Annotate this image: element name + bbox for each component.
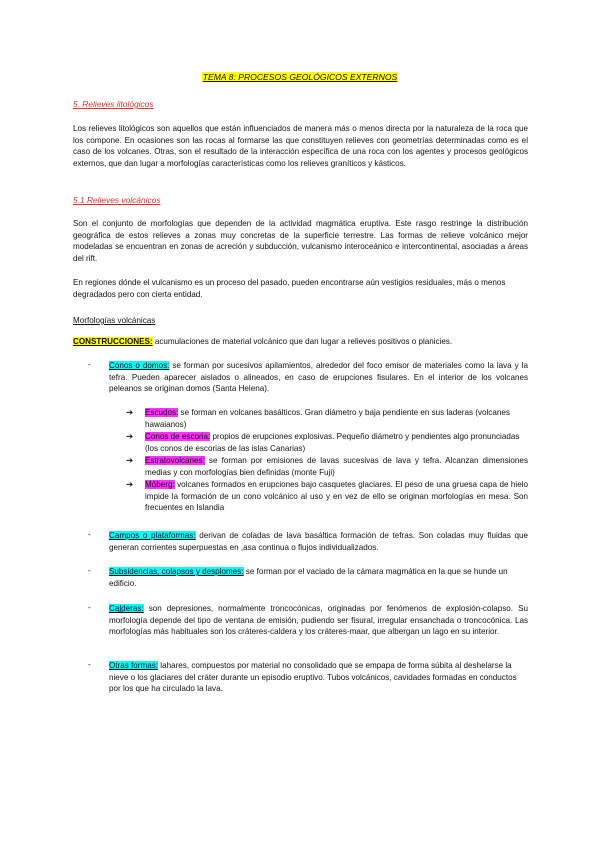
item-text: son depresiones, normalmente troncocónicas, originadas por fenómenos de explosión-colapso. Su morfología depende del tipo de ventana de emisión, pudiendo ser fisural, irregular ensanchada o troncocónica. Las morfologías más habituales son los cráteres-caldera y los cráteres-maar, que albergan un lago en su interior. xyxy=(109,604,528,637)
list-item-campos-plataformas xyxy=(109,530,528,553)
sub-item-label: Conos de escoria: xyxy=(145,432,211,441)
sub-item-text: propios de erupciones explosivas. Pequeño diámetro y pendientes algo pronunciadas (los conos de escorias de las islas Canarias) xyxy=(145,432,520,453)
sub-item-moberg xyxy=(145,479,528,514)
paragraph-relieves-litologicos: Los relieves litológicos son aquellos que están influenciados de manera más o menos directa por la naturaleza de la roca que los compone. En ocasiones son las rocas al formarse las que constituyen relieves con geometrías determinadas como es el caso de los volcanes. Otras, son el resultado de la interacción específica de una roca con los agentes y procesos geológicos externos, que dan lugar a morfologías características como los relieves graníticos y kásticos. xyxy=(73,124,528,168)
dash-icon: - xyxy=(88,566,91,575)
construcciones-line xyxy=(73,336,528,348)
paragraph-relieves-volcanicos-1: Son el conjunto de morfologías que dependen de la actividad magmática eruptiva. Este rasgo restringe la distribución geográfica de estos relieves a zonas muy concretas de la superficie terrestre. Las formas de relieve volcánico mejor modeladas se encuentran en zonas de acreción y subducción, vulcanismo interoceánico e intercontinental, asociadas a áreas del rift. xyxy=(73,219,528,263)
item-label: Conos o domos: xyxy=(109,361,170,370)
sub-item-label: Estratovolcanes: xyxy=(145,456,205,465)
list-item-otras-formas xyxy=(109,660,528,695)
item-text: lahares, compuestos por material no consolidado que se empapa de forma súbita al deshelarse la nieve o los glaciares del cráter durante un episodio eruptivo. Tubos volcánicos, cavidades formadas en conductos por los que ha circulado la lava. xyxy=(109,661,517,694)
section-heading-relieves-litologicos: 5. Relieves litológicos xyxy=(73,99,154,109)
item-text: derivan de coladas de lava basáltica formación de tefras. Son coladas muy fluidas que generan corrientes superpuestas en ,asa continua o flujos individualizados. xyxy=(109,531,528,552)
dash-icon: - xyxy=(88,660,91,669)
arrow-icon: ➔ xyxy=(126,407,134,417)
item-label: Otras formas: xyxy=(109,661,159,670)
sub-item-escudos xyxy=(145,407,528,430)
construcciones-label: CONSTRUCCIONES: xyxy=(73,337,153,346)
sub-item-text: volcanes formados en erupciones bajo casquetes glaciares. El peso de una gruesa capa de hielo impide la formación de un cono volcánico al uso y en vez de ello se originan morfologías en mesa. Son frecuentes en Islandia xyxy=(145,480,528,513)
item-label: Campos o plataformas: xyxy=(109,531,196,540)
item-text: se forman por el vaciado de la cámara magmática en la que se hunde un edificio. xyxy=(109,567,508,588)
list-item-conos-domos xyxy=(109,360,528,395)
construcciones-text: acumulaciones de material volcánico que dan lugar a relieves positivos o planicies. xyxy=(152,337,453,346)
sub-item-text: se forman en volcanes basálticos. Gran diámetro y baja pendiente en sus laderas (volcanes hawaianos) xyxy=(145,408,510,429)
document-title: TEMA 8: PROCESOS GEOLÓGICOS EXTERNOS xyxy=(202,72,398,82)
item-text: se forman por sucesivos apilamientos, alrededor del foco emisor de materiales como la lava y la tefra. Pueden aparecer aislados o alineados, en caso de erupciones fisulares. En el interior de los volcanes peleanos se originan domos (Santa Helena). xyxy=(109,361,528,394)
arrow-icon: ➔ xyxy=(126,431,134,441)
item-label: Cal̲deras: xyxy=(109,604,144,613)
sub-item-estratovolcanes xyxy=(145,455,528,478)
dash-icon: - xyxy=(88,603,91,612)
dash-icon: - xyxy=(88,360,91,369)
arrow-icon: ➔ xyxy=(126,479,134,489)
item-label: Subsidencias, colapsos y desplomes: xyxy=(109,567,244,576)
section-heading-relieves-volcanicos: 5.1 Relieves volcánicos xyxy=(73,195,161,205)
arrow-icon: ➔ xyxy=(126,455,134,465)
paragraph-relieves-volcanicos-2: En regiones dónde el vulcanismo es un proceso del pasado, pueden encontrarse aún vestigios residuales, más o menos degradados pero con cierta entidad. xyxy=(73,278,506,299)
subheading-morfologias-volcanicas: Morfologías volcánicas xyxy=(73,316,156,325)
sub-item-label: Escudos: xyxy=(145,408,179,417)
dash-icon: - xyxy=(88,530,91,539)
sub-item-label: Möberg: xyxy=(145,480,175,489)
list-item-calderas xyxy=(109,603,528,638)
sub-item-conos-escoria xyxy=(145,431,528,454)
list-item-subsidencias xyxy=(109,566,528,589)
sub-item-text: se forman por emisiones de lavas sucesivas de lava y tefra. Alcanzan dimensiones medias y con morfologías bien definidas (monte Fuji) xyxy=(145,456,528,477)
